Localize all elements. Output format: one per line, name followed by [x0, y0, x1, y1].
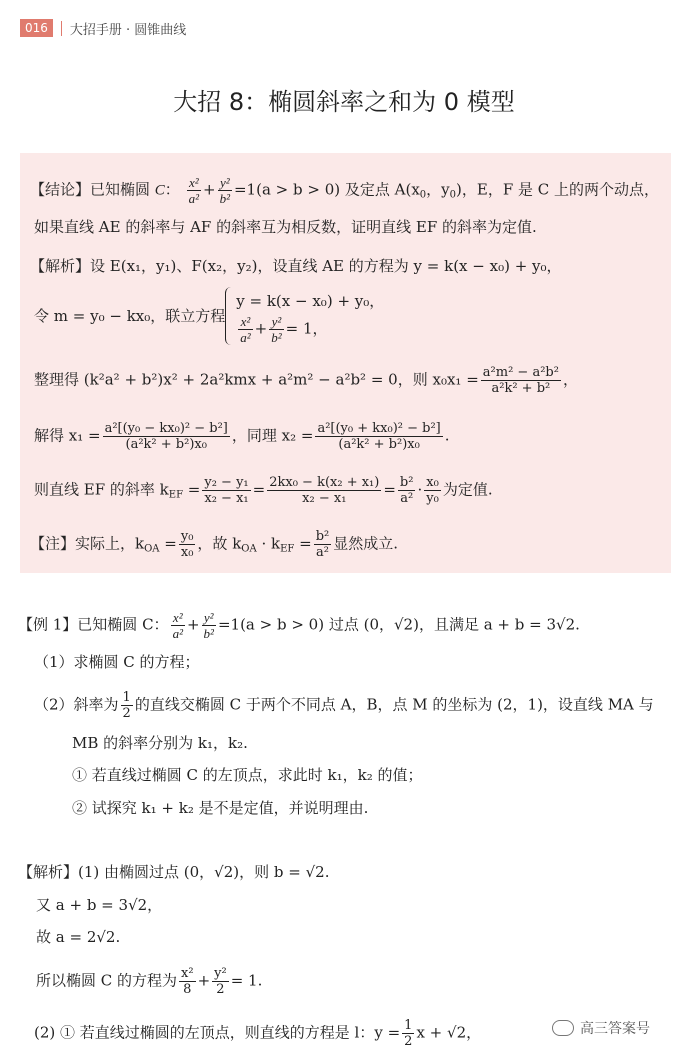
- example-line-6: ② 试探究 k₁ + k₂ 是不是定值，并说明理由.: [72, 799, 369, 817]
- box-line-5: 整理得 (k²a² + b²)x² + 2a²kmx + a²m² − a²b² = 0，则 x₀x₁ = $\frac{\text{a²m² − a²b²}}{\text{a²k² + b²}}$ ，: [34, 365, 578, 396]
- box-line-7: 则直线 EF 的斜率 $k_{EF}$ = $\frac{\text{y₂ − y₁}}{\text{x₂ − x₁}}$ = $\frac{\text{2kx₀ − k(x₂ + x₁)}}{\text{x₂ − x₁}}$ = $\frac{\text{b²}}{\text{a²}}$ · $\frac{\text{x₀}}{\text{y₀}}$ 为定值.: [34, 475, 493, 506]
- book-title: 大招手册 · 圆锥曲线: [69, 22, 187, 38]
- watermark: [552, 1018, 650, 1038]
- box-line-1: 【结论】已知椭圆 C： $\frac{\text{x²}}{\text{a²}}$ + $\frac{\text{y²}}{\text{b²}}$ =1(a > b > 0) 及定点 $A(x_0$，$y_0$)，E，F 是 C 上的两个动点，: [30, 175, 660, 206]
- example-line-2: （1）求椭圆 C 的方程；: [34, 653, 200, 671]
- fraction: $\frac{\text{x²}}{\text{a²}}$: [188, 175, 199, 206]
- solution-line-3: 故 a = 2√2.: [36, 928, 121, 946]
- box-line-2: 如果直线 AE 的斜率与 AF 的斜率互为相反数，证明直线 EF 的斜率为定值.: [34, 218, 537, 236]
- example-line-4: MB 的斜率分别为 k₁，k₂.: [72, 734, 248, 752]
- conclusion-box: [20, 153, 671, 573]
- example-line-3: （2）斜率为 $\frac{1}{2}$ 的直线交椭圆 C 于两个不同点 A，B，点 M 的坐标为 (2，1)，设直线 MA 与: [34, 690, 654, 721]
- chat-bubble-icon: [552, 1020, 574, 1036]
- fraction: $\frac{\text{y²}}{\text{b²}}$: [219, 175, 230, 206]
- box-line-4: 令 m = y₀ − kx₀，联立方程 y = k(x − x₀) + y₀， $\frac{\text{x²}}{\text{a²}}$ + $\frac{\text{y²}}{\text{b²}}$ = 1，: [34, 283, 384, 349]
- solution-line-4: 所以椭圆 C 的方程为 $\frac{\text{x²}}{8}$ + $\frac{\text{y²}}{2}$ = 1.: [36, 966, 263, 997]
- example-line-1: 【例 1】已知椭圆 C： $\frac{\text{x²}}{\text{a²}}$ + $\frac{\text{y²}}{\text{b²}}$ =1(a > b > 0) 过点 (0，√2)，且满足 a + b = 3√2.: [18, 610, 580, 641]
- solution-line-5: (2) ① 若直线过椭圆的左顶点，则直线的方程是 l：y = $\frac{1}{2}$ x + √2，: [34, 1018, 482, 1049]
- page-header: [20, 18, 186, 38]
- system-brace: [225, 287, 232, 345]
- solution-line-1: 【解析】(1) 由椭圆过点 (0，√2)，则 b = √2.: [18, 863, 330, 881]
- page-number: 016: [20, 19, 53, 37]
- equation-system: y = k(x − x₀) + y₀， $\frac{\text{x²}}{\text{a²}}$ + $\frac{\text{y²}}{\text{b²}}$ = 1，: [236, 291, 385, 345]
- solution-line-2: 又 a + b = 3√2，: [36, 896, 163, 914]
- box-line-6: 解得 x₁ = $\frac{\text{a²[(y₀ − kx₀)² − b²]}}{\text{(a²k² + b²)x₀}}$ ，同理 x₂ = $\frac{\text{a²[(y₀ + kx₀)² − b²]}}{\text{(a²k² + b²)x₀}}$ .: [34, 421, 450, 452]
- page-title: 大招 8：椭圆斜率之和为 0 模型: [173, 88, 515, 116]
- header-divider: [61, 21, 62, 36]
- box-line-3: 【解析】设 E(x₁，y₁)、F(x₂，y₂)，设直线 AE 的方程为 y = k(x − x₀) + y₀，: [30, 257, 562, 275]
- example-line-5: ① 若直线过椭圆 C 的左顶点，求此时 k₁，k₂ 的值；: [72, 766, 423, 784]
- watermark-text: 高三答案号: [580, 1021, 650, 1037]
- box-line-8: 【注】实际上，$k_{OA}$ = $\frac{\text{y₀}}{\text{x₀}}$ ，故 $k_{OA} \cdot k_{EF}$ = $\frac{\text{b²}}{\text{a²}}$ 显然成立.: [30, 529, 399, 560]
